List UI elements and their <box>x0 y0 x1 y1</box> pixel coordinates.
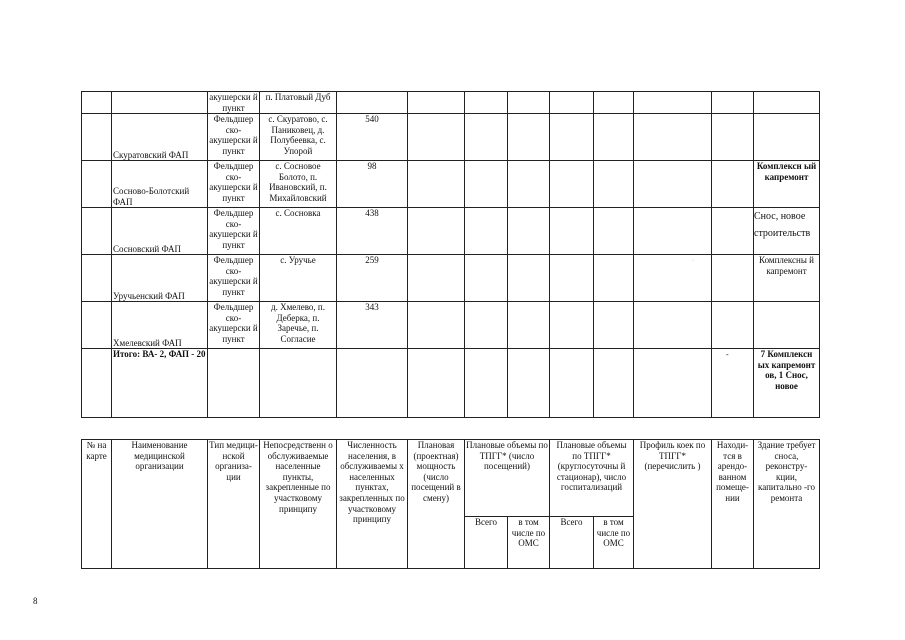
facilities-table <box>81 91 820 418</box>
population <box>337 92 408 114</box>
population: 343 <box>337 302 408 349</box>
header-population: Численность населения, в обслуживаемы х населенных пунктах, закрепленных по участковому принципу <box>337 440 408 569</box>
table-row <box>82 114 820 161</box>
stray-mark: · <box>692 258 694 264</box>
action: Комплексны й капремонт <box>754 255 820 302</box>
facility-type: Фельдшер ско- акушерски й пункт <box>208 208 260 255</box>
population: 98 <box>337 161 408 208</box>
table-row <box>82 208 820 255</box>
header-lease: Находи- тся в арендо- ванном помеще- нии <box>712 440 754 569</box>
header-profile: Профиль коек по ТПГГ* (перечислить ) <box>634 440 712 569</box>
header-no: № на карте <box>82 440 112 569</box>
header-visits-total: Всего <box>465 517 508 569</box>
header-plan-visits: Плановые объемы по ТПГГ* (число посещений) <box>465 440 550 517</box>
total-mark: - <box>726 350 729 359</box>
table-row <box>82 92 820 114</box>
facility-type: Фельдшер ско- акушерски й пункт <box>208 161 260 208</box>
population: 540 <box>337 114 408 161</box>
settlements: с. Скуратово, с. Паниковец, д. Полубеевка, с. Упорой <box>260 114 337 161</box>
facility-type: Фельдшер ско- акушерски й пункт <box>208 302 260 349</box>
page-mark: 8 <box>33 596 38 606</box>
population: 438 <box>337 208 408 255</box>
action: Снос, новое строительств <box>754 208 820 255</box>
header-settlements: Непосредственн о обслуживаемые населенные пункты, закрепленные по участковому принципу <box>260 440 337 569</box>
facility-type: Фельдшер ско- акушерски й пункт <box>208 114 260 161</box>
table-row <box>82 255 820 302</box>
action <box>754 114 820 161</box>
header-table <box>81 439 820 569</box>
facility-name: Хмелевский ФАП <box>112 302 208 349</box>
settlements: с. Сосновое Болото, п. Ивановский, п. Михайловский <box>260 161 337 208</box>
table-row <box>82 302 820 349</box>
facility-name: Уручьенский ФАП <box>112 255 208 302</box>
settlements: с. Сосновка <box>260 208 337 255</box>
table-row <box>82 161 820 208</box>
header-hosp-total: Всего <box>550 517 594 569</box>
header-type: Тип медици- нской организа- ции <box>208 440 260 569</box>
header-capacity: Плановая (проектная) мощность (число посещений в смену) <box>408 440 465 569</box>
settlements: п. Платовый Дуб <box>260 92 337 114</box>
facility-name <box>112 92 208 114</box>
header-building: Здание требует сноса, реконстру- кции, капитально -го ремонта <box>754 440 820 569</box>
facility-name: Сосновский ФАП <box>112 208 208 255</box>
facility-name: Скуратовский ФАП <box>112 114 208 161</box>
facility-name: Сосново-Болотский ФАП <box>112 161 208 208</box>
action: Комплексн ый капремонт <box>754 161 820 208</box>
settlements: д. Хмелево, п. Деберка, п. Заречье, п. Согласие <box>260 302 337 349</box>
header-plan-hosp: Плановые объемы по ТПГГ* (круглосуточны й стационар), число госпитализаций <box>550 440 634 517</box>
total-label: Итого: ВА- 2, ФАП - 20 <box>112 349 208 418</box>
header-visits-oms: в том числе по ОМС <box>508 517 550 569</box>
action <box>754 92 820 114</box>
facility-type: акушерски й пункт <box>209 92 258 113</box>
header-name: Наименование медицинской организации <box>112 440 208 569</box>
total-row <box>82 349 820 418</box>
population: 259 <box>337 255 408 302</box>
settlements: с. Уручье <box>260 255 337 302</box>
total-action: 7 Комплексн ых капремонт ов, 1 Снос, новое <box>754 349 820 418</box>
action <box>754 302 820 349</box>
facility-type: Фельдшер ско- акушерски й пункт <box>208 255 260 302</box>
header-hosp-oms: в том числе по ОМС <box>594 517 634 569</box>
